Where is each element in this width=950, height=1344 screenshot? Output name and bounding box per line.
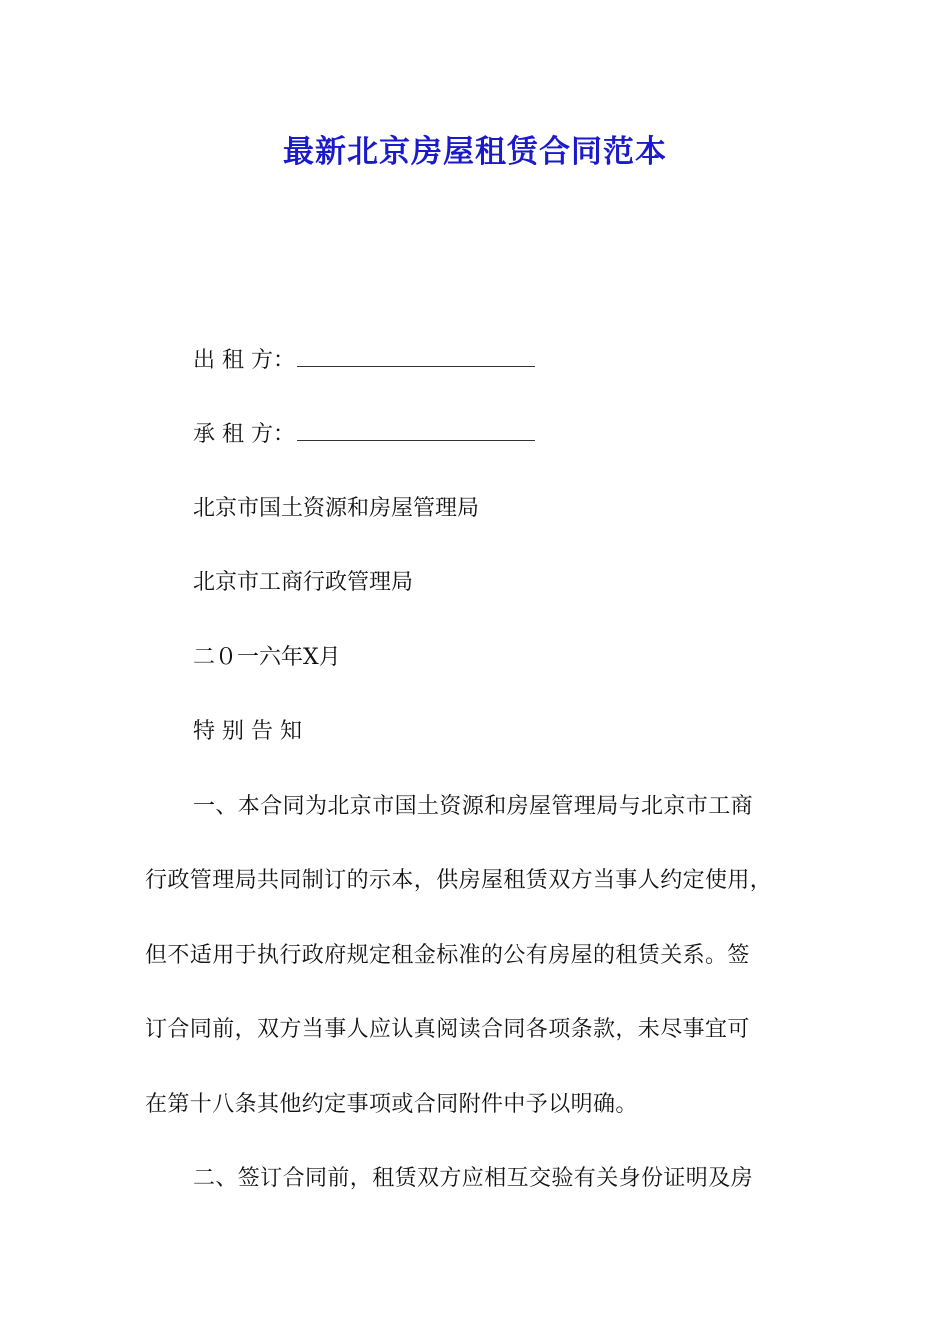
lessor-blank-line: [297, 346, 535, 367]
paragraph-1-line-5: 在第十八条其他约定事项或合同附件中予以明确。: [145, 1092, 638, 1117]
lessor-label: 出 租 方：: [193, 348, 295, 373]
paragraph-1-line-1: 一、本合同为北京市国土资源和房屋管理局与北京市工商: [193, 794, 754, 819]
lessee-label: 承 租 方：: [193, 422, 295, 447]
paragraph-1-line-3: 但不适用于执行政府规定租金标准的公有房屋的租赁关系。签: [145, 943, 750, 968]
authority-industry-commerce: 北京市工商行政管理局: [193, 570, 414, 595]
paragraph-2-line-1: 二、签订合同前，租赁双方应相互交验有关身份证明及房: [193, 1166, 754, 1191]
lessee-field: [193, 420, 535, 450]
authority-land-housing: 北京市国土资源和房屋管理局: [193, 496, 480, 521]
paragraph-1-line-2: 行政管理局共同制订的示本，供房屋租赁双方当事人约定使用，: [145, 868, 773, 893]
lessor-field: [193, 346, 535, 376]
paragraph-1-line-4: 订合同前，双方当事人应认真阅读合同各项条款，未尽事宜可: [145, 1017, 750, 1042]
notice-heading: 特 别 告 知: [193, 719, 302, 744]
document-date: 二０一六年X月: [193, 645, 341, 670]
document-title: 最新北京房屋租赁合同范本: [283, 134, 667, 170]
lessee-blank-line: [297, 420, 535, 441]
